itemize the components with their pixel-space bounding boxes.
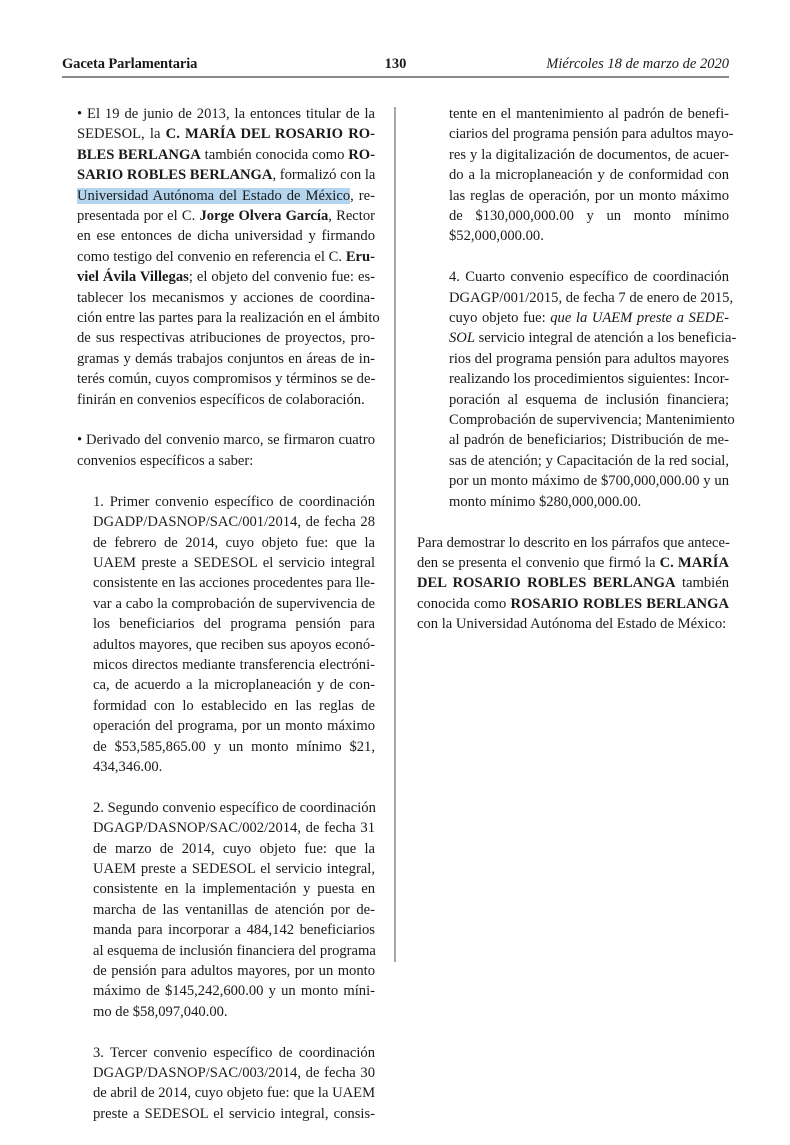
- text-run: , Rector: [328, 208, 375, 225]
- bold-name: Jorge Olvera García: [199, 208, 329, 225]
- text-line: de pensión para adultos mayores, por un monto: [93, 963, 375, 980]
- text-line: DGADP/DASNOP/SAC/001/2014, de fecha 28: [93, 514, 375, 531]
- page-number: 130: [384, 56, 407, 72]
- text-line: [77, 145, 375, 165]
- text-line: 1. Primer convenio específico de coordinación: [93, 493, 375, 510]
- text-line: convenios específicos a saber:: [77, 452, 254, 469]
- publication-title: Gaceta Parlamentaria: [62, 56, 198, 72]
- bold-name: ROSARIO ROBLES BERLANGA: [510, 595, 729, 612]
- text-line: Comprobación de supervivencia; Mantenimiento: [449, 412, 735, 429]
- page-header: [62, 54, 729, 78]
- convenio-item-3-continued: [417, 104, 734, 247]
- bold-name: SARIO ROBLES BERLANGA: [77, 167, 273, 184]
- highlighted-selection[interactable]: Universidad Autónoma del Estado de México: [77, 187, 351, 204]
- text-run: presentada por el C.: [77, 208, 200, 225]
- convenio-item-3: [62, 1043, 375, 1125]
- text-run: conocida como: [417, 595, 511, 612]
- italic-run: que la UAEM preste a SEDE-: [550, 310, 729, 327]
- text-run: como testigo del convenio en referencia el C.: [77, 248, 346, 265]
- text-line: res y la digitalización de documentos, de acuer-: [449, 146, 729, 163]
- convenio-item-1: [62, 492, 375, 778]
- bold-name: BLES BERLANGA: [77, 146, 201, 163]
- text-line: [449, 328, 737, 348]
- text-run: servicio integral de atención a los beneficia-: [474, 330, 737, 347]
- text-line: en ese entonces de dicha universidad y firmando: [77, 228, 375, 245]
- text-line: formidad con lo establecido en las reglas de: [93, 697, 375, 714]
- bold-name: RO-: [348, 146, 375, 163]
- text-run: den se presenta el convenio que firmó la: [417, 554, 660, 571]
- text-line: ciarios del programa pensión para adultos mayo-: [449, 126, 734, 143]
- text-line: de marzo de 2014, cuyo objeto fue: que la: [93, 840, 375, 857]
- text-run: cuyo objeto fue:: [449, 310, 551, 327]
- bold-name: C. MARÍA: [659, 554, 729, 571]
- text-line: [77, 267, 375, 287]
- text-line: tablecer los mecanismos y acciones de coordina-: [77, 289, 375, 306]
- text-line: UAEM preste a SEDESOL el servicio integral,: [93, 860, 375, 877]
- text-line: 2. Segundo convenio específico de coordinación: [93, 799, 376, 816]
- text-line: DGAGP/DASNOP/SAC/002/2014, de fecha 31: [93, 820, 375, 837]
- paragraph-derivado: [62, 430, 375, 471]
- paragraph-convenio-marco: [62, 104, 380, 410]
- text-line: los beneficiarios del programa pensión para: [93, 616, 375, 633]
- text-line: poración al esquema de inclusión financiera;: [449, 391, 729, 408]
- bold-name: Eru-: [345, 248, 375, 265]
- text-line: • Derivado del convenio marco, se firmaron cuatro: [77, 432, 375, 449]
- text-line: DGAGP/001/2015, de fecha 7 de enero de 2015,: [449, 289, 734, 306]
- bold-name: C. MARÍA DEL ROSARIO RO-: [165, 126, 375, 143]
- text-run: , formalizó con la: [272, 167, 376, 184]
- text-line: 434,346.00.: [93, 758, 163, 775]
- bold-name: viel Ávila Villegas: [77, 269, 189, 286]
- convenio-item-2: [62, 798, 375, 1022]
- text-line: mo de $58,097,040.00.: [93, 1003, 228, 1020]
- text-line: [77, 124, 375, 144]
- text-run: también: [675, 575, 729, 592]
- text-line: preste a SEDESOL el servicio integral, consis-: [93, 1105, 375, 1122]
- text-line: al esquema de inclusión financiera del programa: [93, 942, 376, 959]
- text-line: [449, 308, 729, 328]
- italic-run: SOL: [449, 330, 475, 347]
- bold-name: DEL ROSARIO ROBLES BERLANGA: [417, 575, 676, 592]
- text-line: [77, 206, 375, 226]
- text-line: UAEM preste a SEDESOL el servicio integral: [93, 554, 375, 571]
- text-line: de $130,000,000.00 y un monto mínimo: [449, 208, 729, 225]
- text-line: con la Universidad Autónoma del Estado de México:: [417, 616, 727, 633]
- text-line: al padrón de beneficiarios; Distribución de me-: [449, 432, 729, 449]
- text-line: [417, 573, 729, 593]
- text-line: las reglas de operación, por un monto máximo: [449, 187, 729, 204]
- text-line: adultos mayores, que reciben sus apoyos econó-: [93, 636, 375, 653]
- text-run: ; el objeto del convenio fue: es-: [188, 269, 375, 286]
- text-line: • El 19 de junio de 2013, la entonces titular de la: [77, 106, 375, 122]
- text-line: do a la microplaneación y de conformidad con: [449, 167, 729, 184]
- text-line: de $53,585,865.00 y un monto mínimo $21,: [93, 738, 375, 755]
- text-line: finirán en convenios específicos de colaboración.: [77, 391, 365, 408]
- closing-paragraph: [417, 533, 729, 635]
- text-line: Para demostrar lo descrito en los párrafos que antece-: [417, 534, 730, 551]
- text-line: máximo de $145,242,600.00 y un monto míni-: [93, 983, 375, 1000]
- text-line: realizando los procedimientos siguientes: Incor-: [449, 371, 730, 388]
- text-line: consistente en las acciones procedentes para lle-: [93, 575, 375, 592]
- text-line: [417, 553, 729, 573]
- text-line: consistente en la implementación y puesta en: [93, 881, 375, 898]
- left-column: [62, 104, 380, 1145]
- text-line: [77, 165, 375, 185]
- text-run: , re-: [350, 187, 376, 204]
- text-line: [77, 247, 375, 267]
- text-line: $52,000,000.00.: [449, 228, 544, 245]
- text-line: var a cabo la comprobación de supervivencia de: [93, 595, 375, 612]
- text-run: también conocida como: [200, 146, 349, 163]
- text-line: terés común, cuyos compromisos y términos se de-: [77, 371, 376, 388]
- text-line: tente en el mantenimiento al padrón de benefi-: [449, 106, 729, 122]
- text-line: marcha de las ventanillas de atención por de-: [93, 901, 375, 918]
- convenio-item-4: [417, 267, 737, 512]
- text-line: sas de atención; y Capacitación de la red social,: [449, 452, 729, 469]
- text-line: de febrero de 2014, cuyo objeto fue: que la: [93, 534, 375, 551]
- text-line: de abril de 2014, cuyo objeto fue: que la UAEM: [93, 1085, 376, 1102]
- text-line: ción entre las partes para la realización en el ámbito: [77, 310, 380, 327]
- text-line: gramas y demás trabajos conjuntos en áreas de in-: [77, 350, 375, 367]
- text-line: rios del programa pensión para adultos mayores: [449, 350, 729, 367]
- right-column: [417, 104, 737, 655]
- text-line: manda para incorporar a 484,142 beneficiarios: [93, 922, 375, 939]
- text-line: [77, 186, 375, 206]
- text-line: ca, de acuerdo a la microplaneación y de con-: [93, 677, 375, 694]
- text-run: SEDESOL, la: [77, 126, 166, 143]
- text-line: por un monto máximo de $700,000,000.00 y un: [449, 473, 729, 490]
- text-line: monto mínimo $280,000,000.00.: [449, 493, 642, 510]
- text-line: de sus respectivas atribuciones de proyectos, pro-: [77, 330, 375, 347]
- text-line: micos directos mediante transferencia electróni-: [93, 656, 375, 673]
- text-line: 3. Tercer convenio específico de coordinación: [93, 1044, 375, 1061]
- text-line: [417, 594, 729, 614]
- text-line: operación del programa, por un monto máximo: [93, 718, 375, 735]
- text-line: DGAGP/DASNOP/SAC/003/2014, de fecha 30: [93, 1065, 375, 1082]
- text-line: 4. Cuarto convenio específico de coordinación: [449, 269, 729, 286]
- publication-date: Miércoles 18 de marzo de 2020: [546, 56, 729, 72]
- column-divider: [394, 107, 396, 962]
